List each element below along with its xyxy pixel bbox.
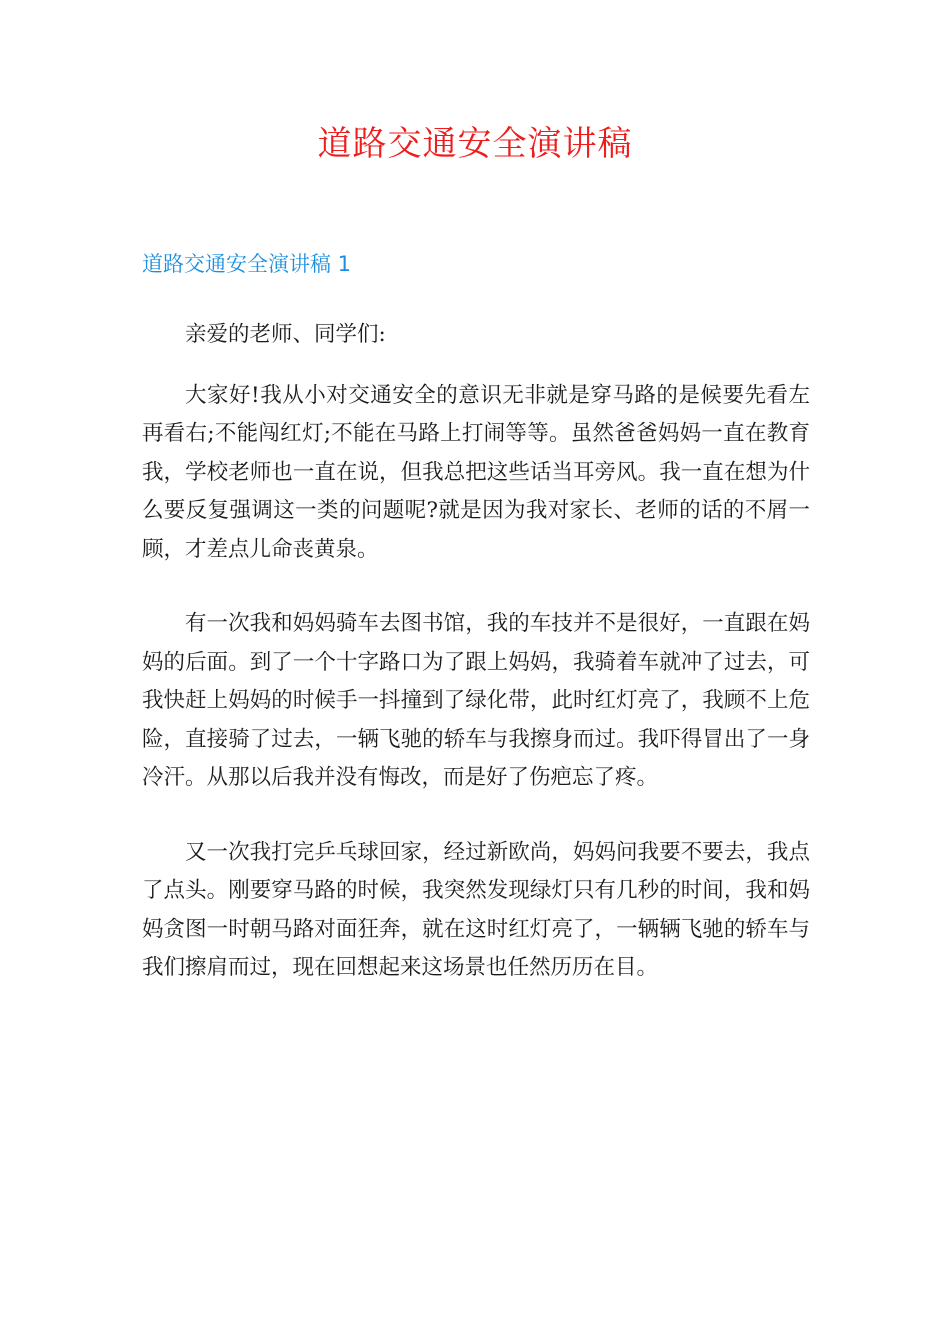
section-heading: 道路交通安全演讲稿 1 xyxy=(142,252,352,276)
document-body xyxy=(142,316,810,1024)
salutation-paragraph: 亲爱的老师、同学们: xyxy=(185,322,386,347)
page-title: 道路交通安全演讲稿 xyxy=(317,124,633,164)
body-paragraph-1: 大家好!我从小对交通安全的意识无非就是穿马路的是候要先看左再看右;不能闯红灯;不能在马路上打闹等等。虽然爸爸妈妈一直在教育我，学校老师也一直在说，但我总把这些话当耳旁风。我一直在想为什么要反复强调这一类的问题呢?就是因为我对家长、老师的话的不屑一顾，才差点儿命丧黄泉。 xyxy=(142,382,810,562)
body-paragraph-2: 有一次我和妈妈骑车去图书馆，我的车技并不是很好，一直跟在妈妈的后面。到了一个十字路口为了跟上妈妈，我骑着车就冲了过去，可我快赶上妈妈的时候手一抖撞到了绿化带，此时红灯亮了，我顾不上危险，直接骑了过去，一辆飞驰的轿车与我擦身而过。我吓得冒出了一身冷汗。从那以后我并没有悔改，而是好了伤疤忘了疼。 xyxy=(142,611,810,790)
body-paragraph-3: 又一次我打完乒乓球回家，经过新欧尚，妈妈问我要不要去，我点了点头。刚要穿马路的时候，我突然发现绿灯只有几秒的时间，我和妈妈贪图一时朝马路对面狂奔，就在这时红灯亮了，一辆辆飞驰的轿车与我们擦肩而过，现在回想起来这场景也任然历历在目。 xyxy=(142,839,810,980)
